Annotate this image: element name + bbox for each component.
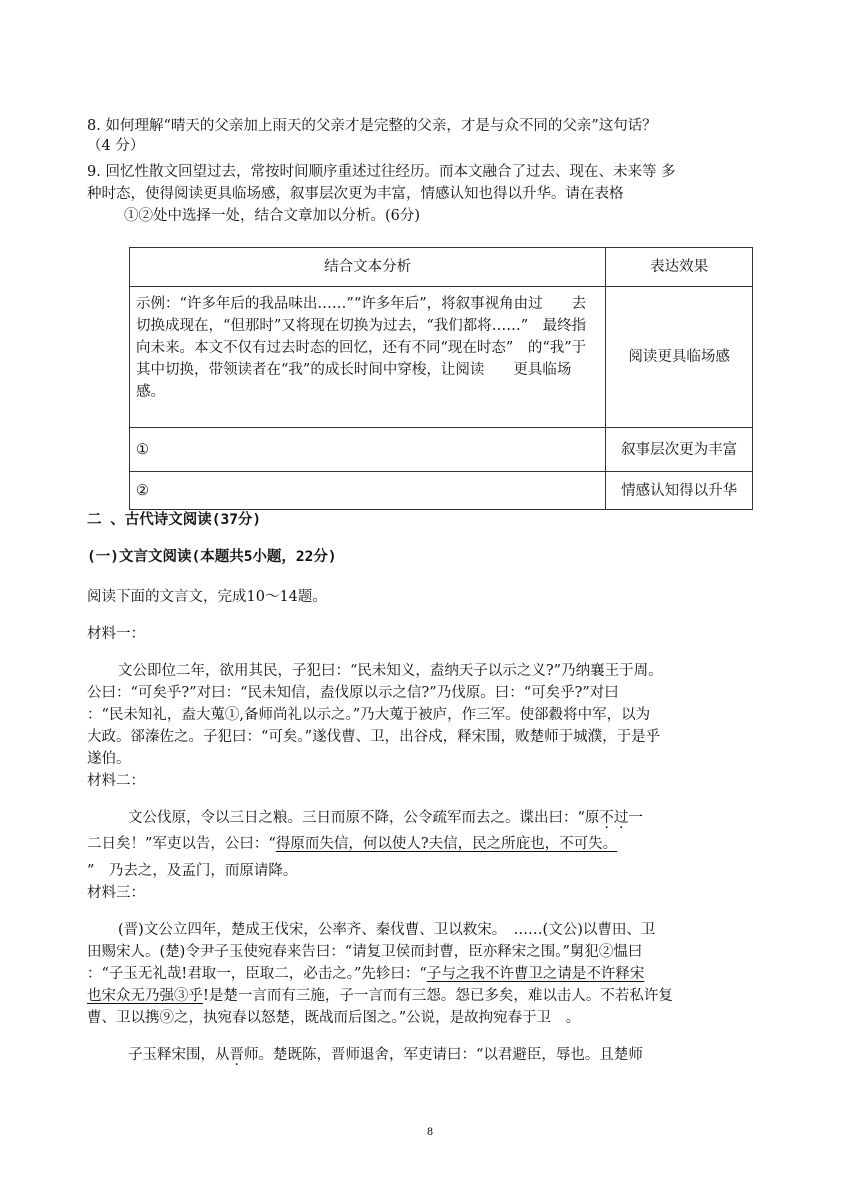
material-1-line-1: 文公即位二年，欲用其民，子犯曰：“民未知义，盍纳天子以示之义?”乃纳襄王于周。 [118, 663, 663, 679]
material-2-text: 一 [628, 810, 643, 826]
material-1-line-3: ：“民未知礼，盍大蒐①,备师尚礼以示之。”乃大蒐于被庐，作三军。使郤縠将中军，以为 [87, 707, 651, 723]
question-9-line-3: ①②处中选择一处，结合文章加以分析。(6分) [124, 208, 421, 224]
material-1-line-5: 遂伯。 [87, 751, 131, 767]
underlined-sentence: 得原而失信，何以使人?夫信，民之所庇也，不可失。 [275, 836, 618, 852]
effect-cell-2: 情感认知得以升华 [606, 472, 753, 510]
answer-cell-2: ② [130, 472, 606, 510]
section-title: 二 、古代诗文阅读(37分) [87, 512, 262, 528]
dotted-char: 晋 [229, 1047, 244, 1063]
dotted-char: 过 [613, 810, 629, 826]
material-3-label: 材料三： [87, 885, 145, 901]
table-row [130, 287, 753, 428]
example-effect-cell: 阅读更具临场感 [606, 287, 753, 428]
material-2-line-2 [87, 834, 617, 854]
subsection-title: (一)文言文阅读(本题共5小题，22分) [87, 549, 337, 565]
material-1-line-4: 大政。郤溱佐之。子犯曰：“可矣。”遂伐曹、卫，出谷戍，释宋围，败楚师于城濮，于是乎 [87, 729, 661, 745]
material-2-label: 材料二： [87, 773, 145, 789]
effect-cell-1: 叙事层次更为丰富 [606, 428, 753, 472]
material-3-text: !是楚一言而有三施，子一言而有三怨。怨已多矣，难以击人。不若私许复 [203, 988, 673, 1004]
material-3-line-2: 田赐宋人。(楚)令尹子玉使宛春来告曰：“请复卫侯而封曹，臣亦释宋之围。”舅犯②愠曰 [87, 944, 643, 960]
answer-cell-1: ① [130, 428, 606, 472]
question-8-line-1: 8. 如何理解“晴天的父亲加上雨天的父亲才是完整的父亲，才是与众不同的父亲”这句话？ [87, 118, 657, 134]
dotted-char: 不 [599, 810, 614, 826]
material-3-line-6 [128, 1045, 643, 1065]
material-1-line-2: 公曰：“可矣乎?”对曰：“民未知信，盍伐原以示之信?”乃伐原。曰：“可矣乎?”对曰 [87, 685, 619, 701]
material-2-text: 二日矣！”军吏以告，公曰：“ [87, 836, 276, 852]
table-row [130, 428, 753, 472]
question-8-line-2: （4 分） [87, 138, 145, 154]
material-3-line-4 [87, 986, 673, 1006]
material-1-label: 材料一： [87, 626, 145, 642]
material-3-line-3 [87, 964, 644, 984]
header-analysis: 结合文本分析 [130, 248, 606, 287]
table-header-row [130, 248, 753, 287]
material-2-text: 文公伐原，令以三日之粮。三日而原不降，公令疏军而去之。谍出曰：“原 [128, 810, 600, 826]
material-3-text: 子玉释宋围，从 [128, 1047, 230, 1063]
underlined-sentence: 也宋众无乃强③乎 [87, 988, 203, 1004]
analysis-table [129, 247, 753, 510]
material-3-line-5: 曹、卫以携⑨之，执宛春以怒楚，既战而后图之。”公说，是故拘宛春于卫 。 [87, 1010, 581, 1026]
header-effect: 表达效果 [606, 248, 753, 287]
underlined-sentence: 子与之我不许曹卫之请是不许释宋 [426, 966, 645, 982]
material-3-text: ：“子玉无礼哉!君取一，臣取二，必击之。”先轸曰：“ [87, 966, 427, 982]
question-9-line-1: 9. 回忆性散文回望过去，常按时间顺序重述过往经历。而本文融合了过去、现在、未来等 多 [87, 164, 676, 180]
example-analysis-cell: 示例：“许多年后的我品味出……”“许多年后”，将叙事视角由过 去切换成现在，“但那时”又将现在切换为过去，“我们都将……” 最终指向未来。本文不仅有过去时态的回忆，还有不同“现在时态” 的“我”于其中切换，带领读者在“我”的成长时间中穿梭，让阅读 更具临场感。 [130, 287, 606, 428]
reading-instruction: 阅读下面的文言文，完成10～14题。 [87, 589, 327, 605]
material-2-line-3: ” 乃去之，及孟门，而原请降。 [87, 863, 298, 879]
material-2-line-1 [128, 808, 643, 828]
table-row [130, 472, 753, 510]
material-3-line-1: (晋)文公立四年，楚成王伐宋，公率齐、秦伐曹、卫以救宋。 ……(文公)以曹田、卫 [118, 922, 656, 938]
question-9-line-2: 种时态，使得阅读更具临场感，叙事层次更为丰富，情感认知也得以升华。请在表格 [87, 186, 624, 202]
page-number: 8 [426, 1127, 434, 1138]
material-3-text: 师。楚既陈，晋师退舍，军吏请曰：“以君避臣，辱也。且楚师 [244, 1047, 643, 1063]
